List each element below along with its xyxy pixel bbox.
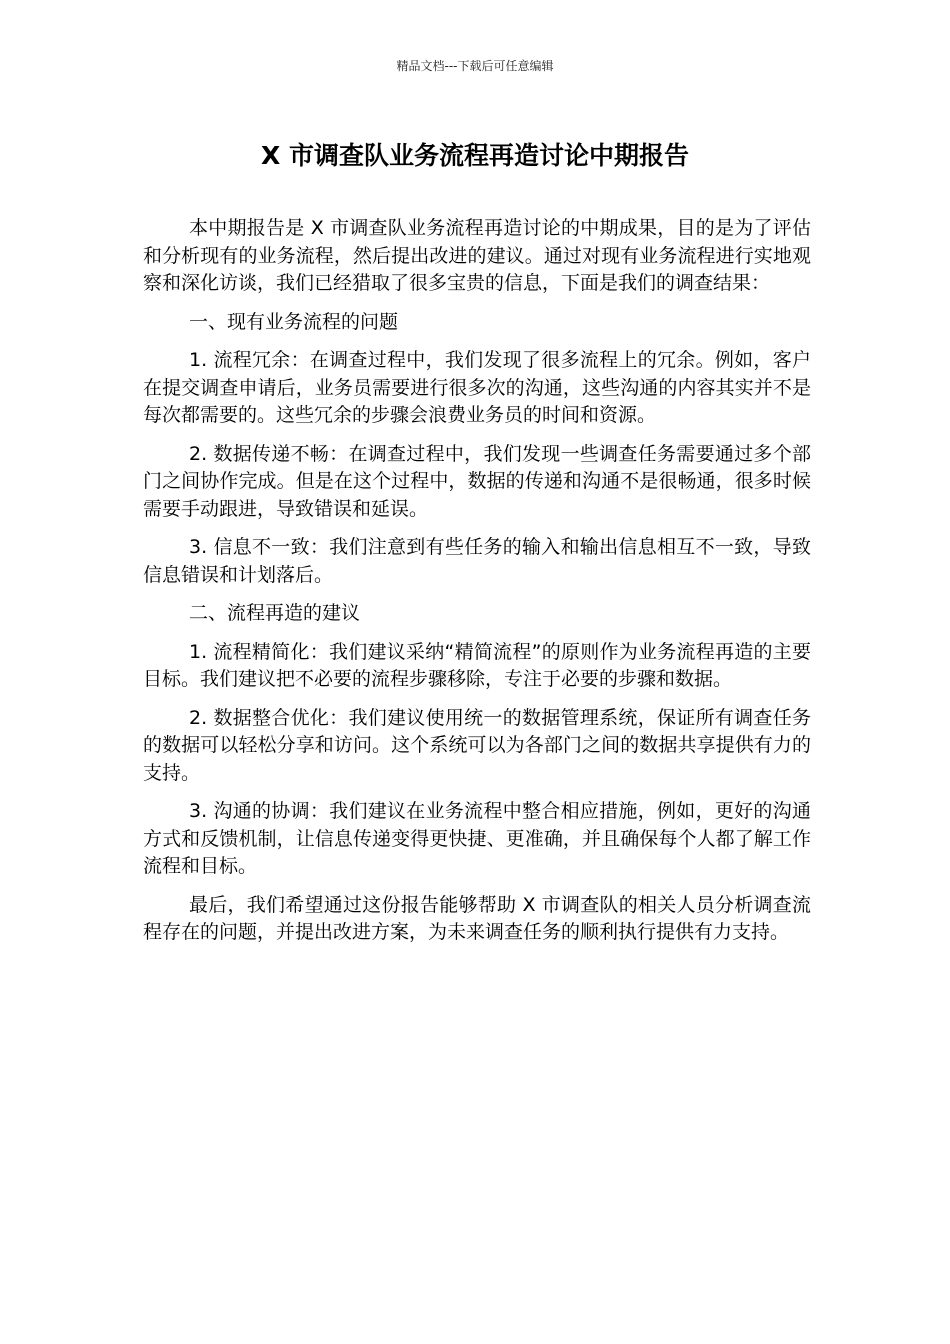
suggestion-item-data-integration: 2. 数据整合优化：我们建议使用统一的数据管理系统，保证所有调查任务的数据可以轻松分享和访问。这个系统可以为各部门之间的数据共享提供有力的支持。 bbox=[143, 706, 811, 784]
section-heading-suggestions: 二、流程再造的建议 bbox=[189, 602, 361, 624]
report-body bbox=[143, 215, 811, 958]
section-heading-problems: 一、现有业务流程的问题 bbox=[189, 310, 399, 333]
suggestion-item-communication: 3. 沟通的协调：我们建议在业务流程中整合相应措施，例如，更好的沟通方式和反馈机制，让信息传递变得更快捷、更准确，并且确保每个人都了解工作流程和目标。 bbox=[143, 800, 811, 877]
problem-item-redundancy: 1. 流程冗余：在调查过程中，我们发现了很多流程上的冗余。例如，客户在提交调查申请后，业务员需要进行很多次的沟通，这些沟通的内容其实并不是每次都需要的。这些冗余的步骤会浪费业务员的时间和资源。 bbox=[143, 349, 811, 426]
page-title: X 市调查队业务流程再造讨论中期报告 bbox=[261, 141, 689, 170]
paragraph-conclusion: 最后，我们希望通过这份报告能够帮助 X 市调查队的相关人员分析调查流程存在的问题，并提出改进方案，为未来调查任务的顺利执行提供有力支持。 bbox=[143, 893, 811, 943]
problem-item-data-transfer: 2. 数据传递不畅：在调查过程中，我们发现一些调查任务需要通过多个部门之间协作完成。但是在这个过程中，数据的传递和沟通不是很畅通，很多时候需要手动跟进，导致错误和延误。 bbox=[143, 442, 811, 520]
header-note: 精品文档---下载后可任意编辑 bbox=[396, 59, 554, 73]
paragraph-intro: 本中期报告是 X 市调查队业务流程再造讨论的中期成果，目的是为了评估和分析现有的业务流程，然后提出改进的建议。通过对现有业务流程进行实地观察和深化访谈，我们已经猎取了很多宝贵的信息，下面是我们的调查结果： bbox=[143, 217, 811, 294]
suggestion-item-simplify: 1. 流程精简化：我们建议采纳“精简流程”的原则作为业务流程再造的主要目标。我们建议把不必要的流程步骤移除，专注于必要的步骤和数据。 bbox=[143, 640, 811, 690]
problem-item-inconsistency: 3. 信息不一致：我们注意到有些任务的输入和输出信息相互不一致，导致信息错误和计划落后。 bbox=[143, 536, 811, 586]
